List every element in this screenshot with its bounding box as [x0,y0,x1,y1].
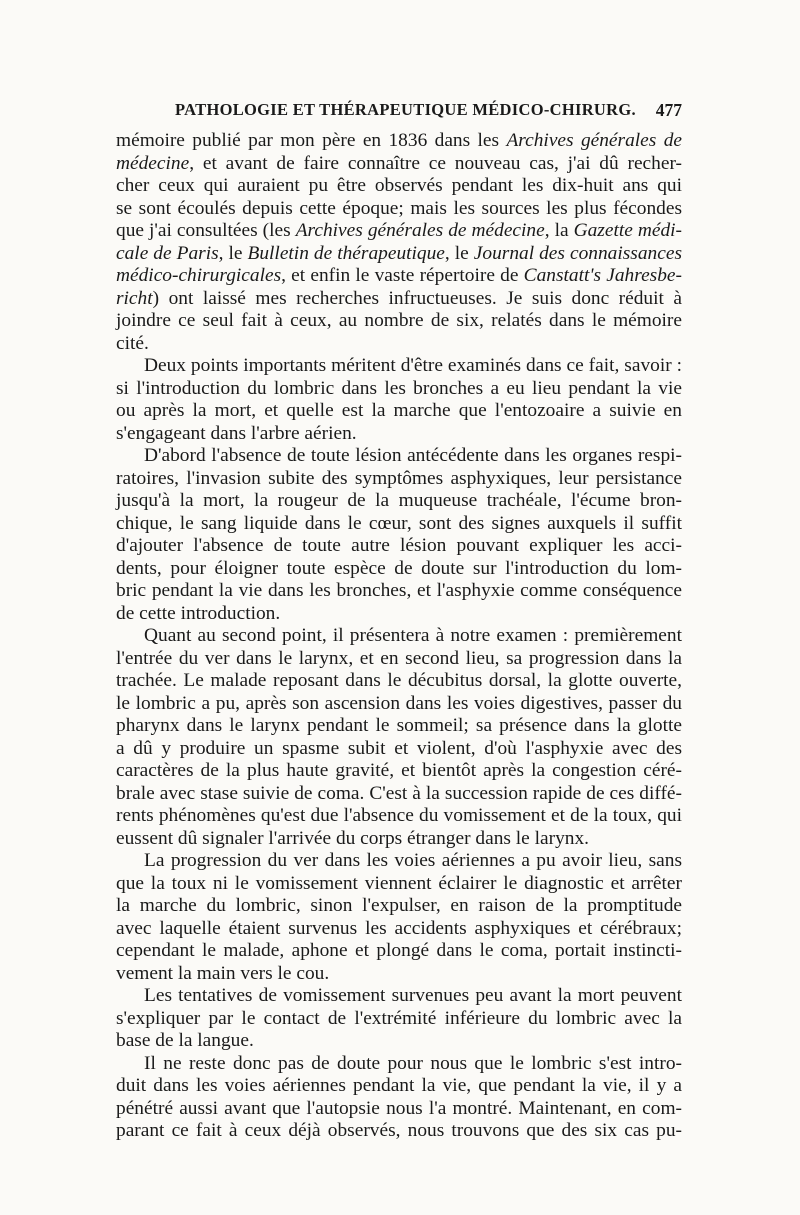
text-run: parant ce fait à ceux déjà observés, nous trouvons que des six cas pu- [116,1120,682,1141]
text-line [116,355,682,378]
text-run: ou après la mort, et quelle est la marche que l'entozoaire a suivie en [116,400,682,421]
text-line [116,625,682,648]
text-run: , et enfin le vaste répertoire de [281,265,524,286]
text-line [116,738,682,761]
text-run: rents phénomènes qu'est due l'absence du vomissement et de la toux, qui [116,805,682,826]
italic-title: Gazette médi- [573,220,682,241]
text-line [116,400,682,423]
text-run: ) ont laissé mes recherches infructueuses. Je suis donc réduit à [152,287,682,309]
text-line [116,310,682,333]
text-line [116,378,682,401]
text-run: s'expliquer par le contact de l'extrémité inférieure du lombric avec la [116,1007,682,1029]
text-line [116,648,682,671]
text-run: vement la main vers le cou. [116,962,330,984]
text-run: bric pendant la vie dans les bronches, et l'asphyxie comme conséquence [116,580,682,601]
text-line [116,468,682,491]
text-line [116,873,682,896]
text-run: joindre ce seul fait à ceux, au nombre de six, relatés dans le mémoire [116,310,682,331]
text-line [116,1053,682,1076]
text-line [116,1030,682,1053]
text-run: d'ajouter l'absence de toute autre lésion pouvant expliquer les acci- [116,535,682,556]
text-run: avec laquelle étaient survenus les accidents asphyxiques et cérébraux; [116,917,682,939]
text-line [116,805,682,828]
body-text [116,130,682,1143]
text-line [116,1008,682,1031]
text-line [116,445,682,468]
text-line [116,175,682,198]
text-run: , la [544,220,574,241]
running-head: PATHOLOGIE ET THÉRAPEUTIQUE MÉDICO-CHIRURG. [175,100,636,119]
text-run: s'engageant dans l'arbre aérien. [116,422,357,444]
text-line [116,895,682,918]
text-line [116,670,682,693]
text-run: de cette introduction. [116,602,281,624]
text-run: Les tentatives de vomissement survenues peu avant la mort peuvent [144,985,682,1006]
text-run: brale avec stase suivie de coma. C'est à la succession rapide de ces diffé- [116,782,682,804]
text-line [116,603,682,626]
text-run: , le [218,242,248,264]
italic-title: Archives générales de [506,130,682,151]
text-run: cité. [116,332,149,354]
text-line [116,1098,682,1121]
text-run: Deux points importants méritent d'être examinés dans ce fait, savoir : [144,355,682,376]
text-line [116,1120,682,1143]
text-run: mémoire publié par mon père en 1836 dans les [116,130,507,151]
text-line [116,693,682,716]
text-line [116,198,682,221]
text-run: Quant au second point, il présentera à notre examen : premièrement [144,625,682,646]
text-line [116,760,682,783]
text-run: se sont écoulés depuis cette époque; mais les sources les plus fécondes [116,197,682,219]
text-run: pharynx dans le larynx pendant le sommeil; sa présence dans la glotte [116,715,682,736]
text-run: jusqu'à la mort, la rougeur de la muqueuse trachéale, l'écume bron- [116,490,682,511]
text-run: la marche du lombric, sinon l'expulser, en raison de la promptitude [116,895,682,916]
text-run: ratoires, l'invasion subite des symptômes asphyxiques, leur persistance [116,467,682,489]
text-line [116,940,682,963]
text-run: caractères de la plus haute gravité, et bientôt après la congestion céré- [116,760,682,781]
text-run: dents, pour éloigner toute espèce de doute sur l'introduction du lom- [116,557,682,579]
text-run: que j'ai consultées (les [116,220,296,241]
page-header [120,100,682,128]
text-run: D'abord l'absence de toute lésion antécédente dans les organes respi- [144,445,682,466]
text-line [116,265,682,288]
text-run: trachée. Le malade reposant dans le décubitus dorsal, la glotte ouverte, [116,670,682,691]
text-run: cependant le malade, aphone et plongé dans le coma, portait instincti- [116,940,682,961]
text-line [116,985,682,1008]
text-run: que la toux ni le vomissement viennent éclairer le diagnostic et arrêter [116,872,682,894]
text-line [116,580,682,603]
text-run: eussent dû signaler l'arrivée du corps étranger dans le larynx. [116,827,590,849]
text-run: l'entrée du ver dans le larynx, et en second lieu, sa progression dans la [116,647,682,669]
text-line [116,153,682,176]
text-line [116,963,682,986]
text-line [116,423,682,446]
text-line [116,220,682,243]
text-run: , le [444,242,474,264]
text-line [116,130,682,153]
italic-title: médecine [116,152,190,174]
text-run: La progression du ver dans les voies aériennes a pu avoir lieu, sans [144,850,682,871]
text-line [116,1075,682,1098]
text-line [116,828,682,851]
text-run: le lombric a pu, après son ascension dans les voies digestives, passer du [116,692,682,714]
text-run: pénétré aussi avant que l'autopsie nous l'a montré. Maintenant, en com- [116,1097,682,1119]
text-line [116,243,682,266]
text-run: , et avant de faire connaître ce nouveau cas, j'ai dû recher- [189,152,682,174]
italic-title: cale de Paris [116,242,219,264]
text-line [116,333,682,356]
text-run: chique, le sang liquide dans le cœur, sont des signes auxquels il suffit [116,512,682,534]
text-line [116,715,682,738]
page-number: 477 [655,100,682,120]
text-line [116,783,682,806]
text-run: a dû y produire un spasme subit et violent, d'où l'asphyxie avec des [116,737,682,759]
text-line [116,918,682,941]
text-line [116,850,682,873]
text-run: si l'introduction du lombric dans les bronches a eu lieu pendant la vie [116,377,682,399]
text-run: Il ne reste donc pas de doute pour nous que le lombric s'est intro- [144,1052,682,1074]
italic-title: richt [116,287,153,309]
text-run: cher ceux qui auraient pu être observés pendant les dix-huit ans qui [116,175,682,196]
text-line [116,535,682,558]
italic-title: médico-chirurgicales [116,265,282,286]
text-line [116,513,682,536]
italic-title: Bulletin de thérapeutique [247,242,445,264]
text-run: duit dans les voies aériennes pendant la vie, que pendant la vie, il y a [116,1075,682,1096]
text-line [116,288,682,311]
italic-title: Journal des connaissances [473,242,682,264]
text-run: base de la langue. [116,1030,254,1051]
text-line [116,558,682,581]
italic-title: Canstatt's Jahresbe- [523,265,682,286]
text-line [116,490,682,513]
italic-title: Archives générales de médecine [295,220,545,241]
